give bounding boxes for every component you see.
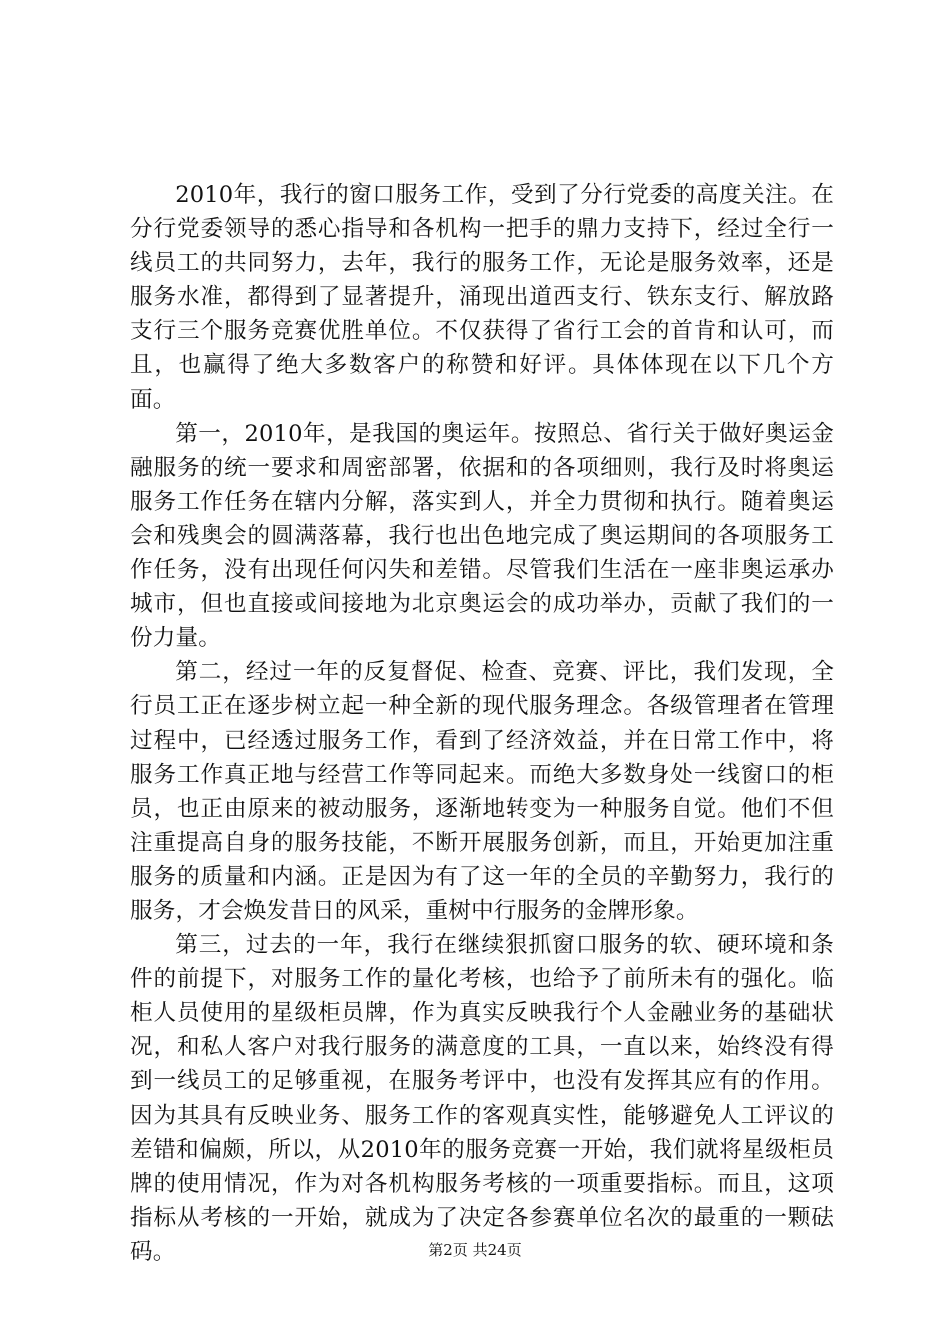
page-number-footer: 第2页 共24页 — [428, 1241, 522, 1259]
paragraph-first-point: 第一，2010年，是我国的奥运年。按照总、省行关于做好奥运金融服务的统一要求和周密部署，依据和的各项细则，我行及时将奥运服务工作任务在辖内分解，落实到人，并全力贯彻和执行。随着奥运会和残奥会的圆满落幕，我行也出色地完成了奥运期间的各项服务工作任务，没有出现任何闪失和差错。尽管我们生活在一座非奥运承办城市，但也直接或间接地为北京奥运会的成功举办，贡献了我们的一份力量。 — [130, 420, 834, 652]
paragraph-intro: 2010年，我行的窗口服务工作，受到了分行党委的高度关注。在分行党委领导的悉心指导和各机构一把手的鼎力支持下，经过全行一线员工的共同努力，去年，我行的服务工作，无论是服务效率，还是服务水准，都得到了显著提升，涌现出道西支行、铁东支行、解放路支行三个服务竞赛优胜单位。不仅获得了省行工会的首肯和认可，而且，也赢得了绝大多数客户的称赞和好评。具体体现在以下几个方面。 — [130, 182, 834, 413]
document-body — [130, 178, 834, 1269]
paragraph-second-point: 第二，经过一年的反复督促、检查、竞赛、评比，我们发现，全行员工正在逐步树立起一种全新的现代服务理念。各级管理者在管理过程中，已经透过服务工作，看到了经济效益，并在日常工作中，将服务工作真正地与经营工作等同起来。而绝大多数身处一线窗口的柜员，也正由原来的被动服务，逐渐地转变为一种服务自觉。他们不但注重提高自身的服务技能，不断开展服务创新，而且，开始更加注重服务的质量和内涵。正是因为有了这一年的全员的辛勤努力，我行的服务，才会焕发昔日的风采，重树中行服务的金牌形象。 — [130, 659, 834, 924]
paragraph-third-point: 第三，过去的一年，我行在继续狠抓窗口服务的软、硬环境和条件的前提下，对服务工作的量化考核，也给予了前所未有的强化。临柜人员使用的星级柜员牌，作为真实反映我行个人金融业务的基础状况，和私人客户对我行服务的满意度的工具，一直以来，始终没有得到一线员工的足够重视，在服务考评中，也没有发挥其应有的作用。因为其具有反映业务、服务工作的客观真实性，能够避免人工评议的差错和偏颇，所以，从2010年的服务竞赛一开始，我们就将星级柜员牌的使用情况，作为对各机构服务考核的一项重要指标。而且，这项指标从考核的一开始，就成为了决定各参赛单位名次的最重的一颗砝码。 — [130, 932, 834, 1265]
